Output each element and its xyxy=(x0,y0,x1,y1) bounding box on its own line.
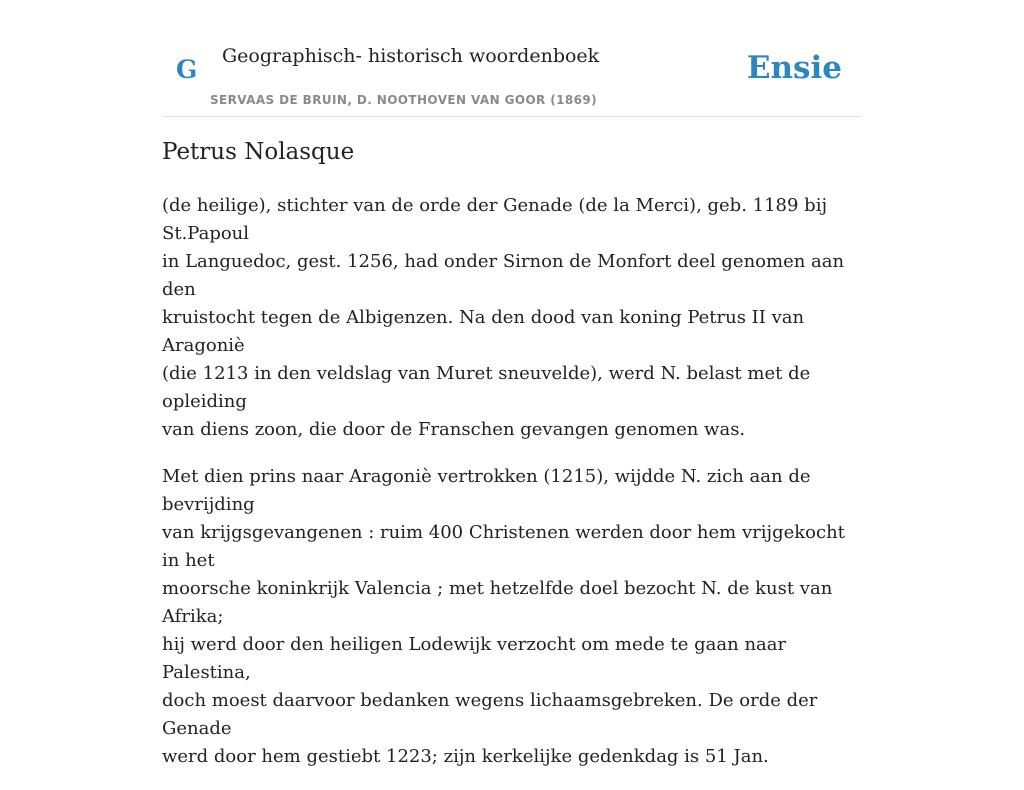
entry-paragraph: (de heilige), stichter van de orde der Genade (de la Merci), geb. 1189 bij St.Papoul in Languedoc, gest. 1256, had onder Sirnon de Monfort deel genomen aan den kruistocht tegen de Albigenzen. Na den dood van koning Petrus II van Aragoniè (die 1213 in den veldslag van Muret sneuvelde), werd N. belast met de opleiding van diens zoon, die door de Franschen gevangen genomen was. xyxy=(162,195,845,440)
book-author: SERVAAS DE BRUIN, D. NOOTHOVEN VAN GOOR (1869) xyxy=(210,93,598,107)
ensie-logo[interactable]: Ensie xyxy=(746,50,842,86)
letter-index-link[interactable]: G xyxy=(176,55,198,84)
entry-body xyxy=(162,192,862,790)
book-title[interactable]: Geographisch- historisch woordenboek xyxy=(222,45,600,67)
header xyxy=(162,0,862,117)
entry-paragraph: Met dien prins naar Aragoniè vertrokken (1215), wijdde N. zich aan de bevrijding van krijgsgevangenen : ruim 400 Christenen werden door hem vrijgekocht in het moorsche koninkrijk Valencia ; met hetzelfde doel bezocht N. de kust van Afrika; hij werd door den heiligen Lodewijk verzocht om mede te gaan naar Palestina, doch moest daarvoor bedanken wegens lichaamsgebreken. De orde der Genade werd door hem gestiebt 1223; zijn kerkelijke gedenkdag is 51 Jan. xyxy=(162,466,845,767)
entry-title: Petrus Nolasque xyxy=(162,139,355,165)
